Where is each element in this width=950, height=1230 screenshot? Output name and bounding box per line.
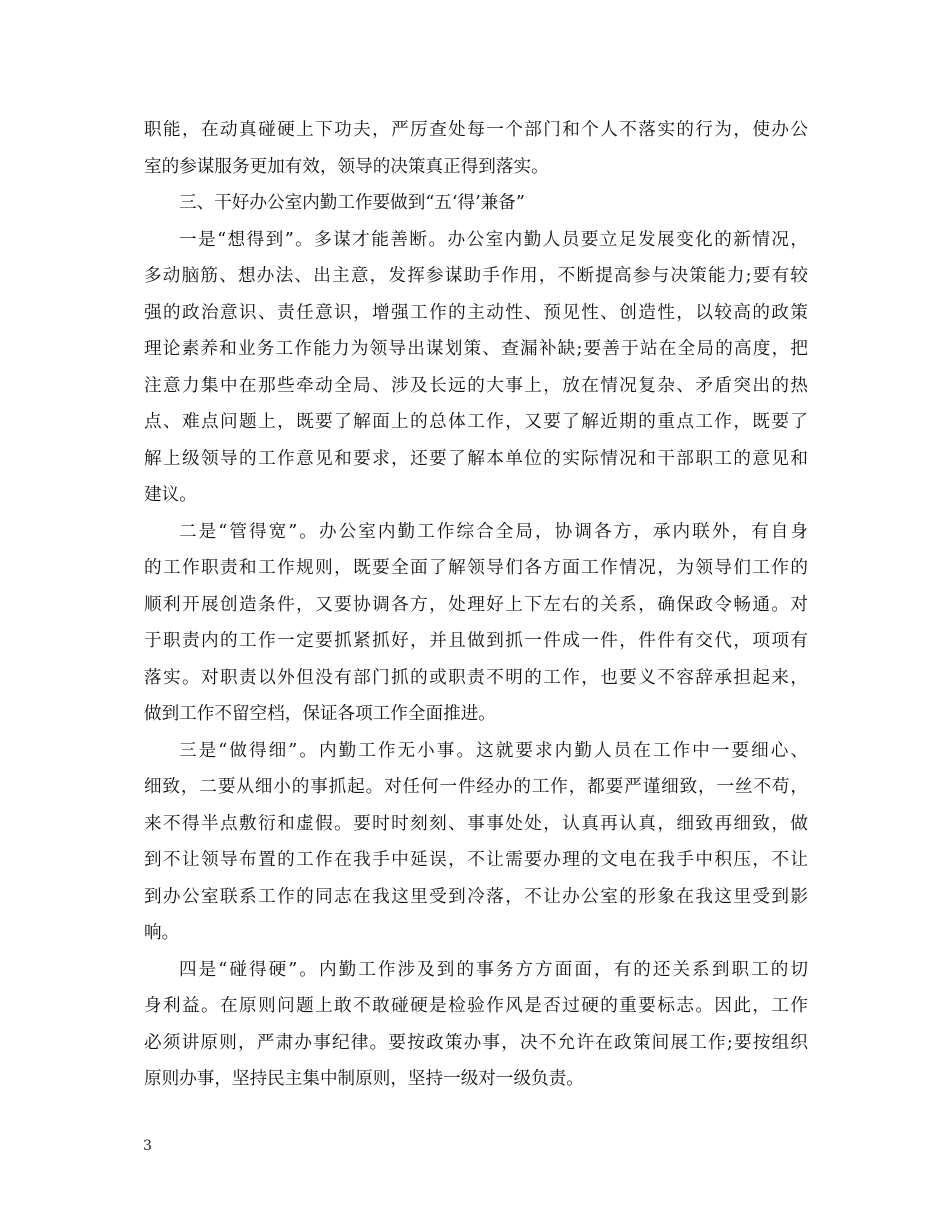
text-line: 到办公室联系工作的同志在我这里受到冷落，不让办公室的形象在我这里受到影 — [144, 886, 808, 907]
paragraph-guan-de-kuan — [144, 514, 808, 733]
text-line: 理论素养和业务工作能力为领导出谋划策、查漏补缺;要善于站在全局的高度，把 — [144, 339, 808, 359]
text-line: 顺利开展创造条件，又要协调各方，处理好上下左右的关系，确保政令畅通。对 — [144, 594, 808, 615]
text-line: 建议。 — [144, 485, 197, 505]
text-line: 点、难点问题上，既要了解面上的总体工作，又要了解近期的重点工作，既要了 — [144, 412, 808, 432]
text-line: 身利益。在原则问题上敢不敢碰硬是检验作风是否过硬的重要标志。因此，工作 — [144, 996, 808, 1016]
text-line: 注意力集中在那些牵动全局、涉及长远的大事上，放在情况复杂、矛盾突出的热 — [144, 375, 808, 396]
page-number: 3 — [143, 1138, 152, 1154]
text-line: 于职责内的工作一定要抓紧抓好，并且做到抓一件成一件，件件有交代，项项有 — [144, 631, 808, 651]
document-body — [144, 112, 808, 1098]
text-line: 的工作职责和工作规则，既要全面了解领导们各方面工作情况，为领导们工作的 — [144, 558, 808, 578]
text-line: 做到工作不留空档，保证各项工作全面推进。 — [144, 704, 496, 724]
text-line: 解上级领导的工作意见和要求，还要了解本单位的实际情况和干部职工的意见和 — [144, 448, 808, 469]
text-line: 职能，在动真碰硬上下功夫，严厉查处每一个部门和个人不落实的行为，使办公 — [144, 120, 808, 140]
text-line: 来不得半点敷衍和虚假。要时时刻刻、事事处处，认真再认真，细致再细致，做 — [144, 813, 808, 834]
paragraph-zuo-de-xi — [144, 733, 808, 952]
text-line: 室的参谋服务更加有效，领导的决策真正得到落实。 — [144, 156, 549, 177]
text-line: 一是“想得到”。多谋才能善断。办公室内勤人员要立足发展变化的新情况， — [179, 229, 808, 250]
text-line: 原则办事，坚持民主集中制原则，坚持一级对一级负责。 — [144, 1069, 584, 1089]
text-line: 多动脑筋、想办法、出主意，发挥参谋助手作用，不断提高参与决策能力;要有较 — [144, 266, 808, 286]
text-line: 强的政治意识、责任意识，增强工作的主动性、预见性、创造性，以较高的政策 — [144, 302, 808, 323]
text-line: 三、干好办公室内勤工作要做到“五‘得’兼备” — [179, 193, 525, 213]
text-line: 响。 — [144, 923, 180, 943]
paragraph-xiang-de-dao — [144, 222, 808, 514]
text-line: 到不让领导布置的工作在我手中延误，不让需要办理的文电在我手中积压，不让 — [144, 850, 808, 870]
paragraph-peng-de-ying — [144, 952, 808, 1098]
text-line: 四是“碰得硬”。内勤工作涉及到的事务方方面面，有的还关系到职工的切 — [179, 959, 808, 980]
text-line: 三是“做得细”。内勤工作无小事。这就要求内勤人员在工作中一要细心、 — [179, 740, 808, 761]
text-line: 落实。对职责以外但没有部门抓的或职责不明的工作，也要义不容辞承担起来， — [144, 667, 808, 688]
paragraph-continuation — [144, 112, 808, 185]
section-heading — [144, 185, 808, 222]
text-line: 二是“管得宽”。办公室内勤工作综合全局，协调各方，承内联外，有自身 — [179, 521, 808, 542]
text-line: 必须讲原则，严肃办事纪律。要按政策办事，决不允许在政策间展工作;要按组织 — [144, 1032, 808, 1053]
text-line: 细致，二要从细小的事抓起。对任何一件经办的工作，都要严谨细致，一丝不苟， — [144, 777, 808, 797]
